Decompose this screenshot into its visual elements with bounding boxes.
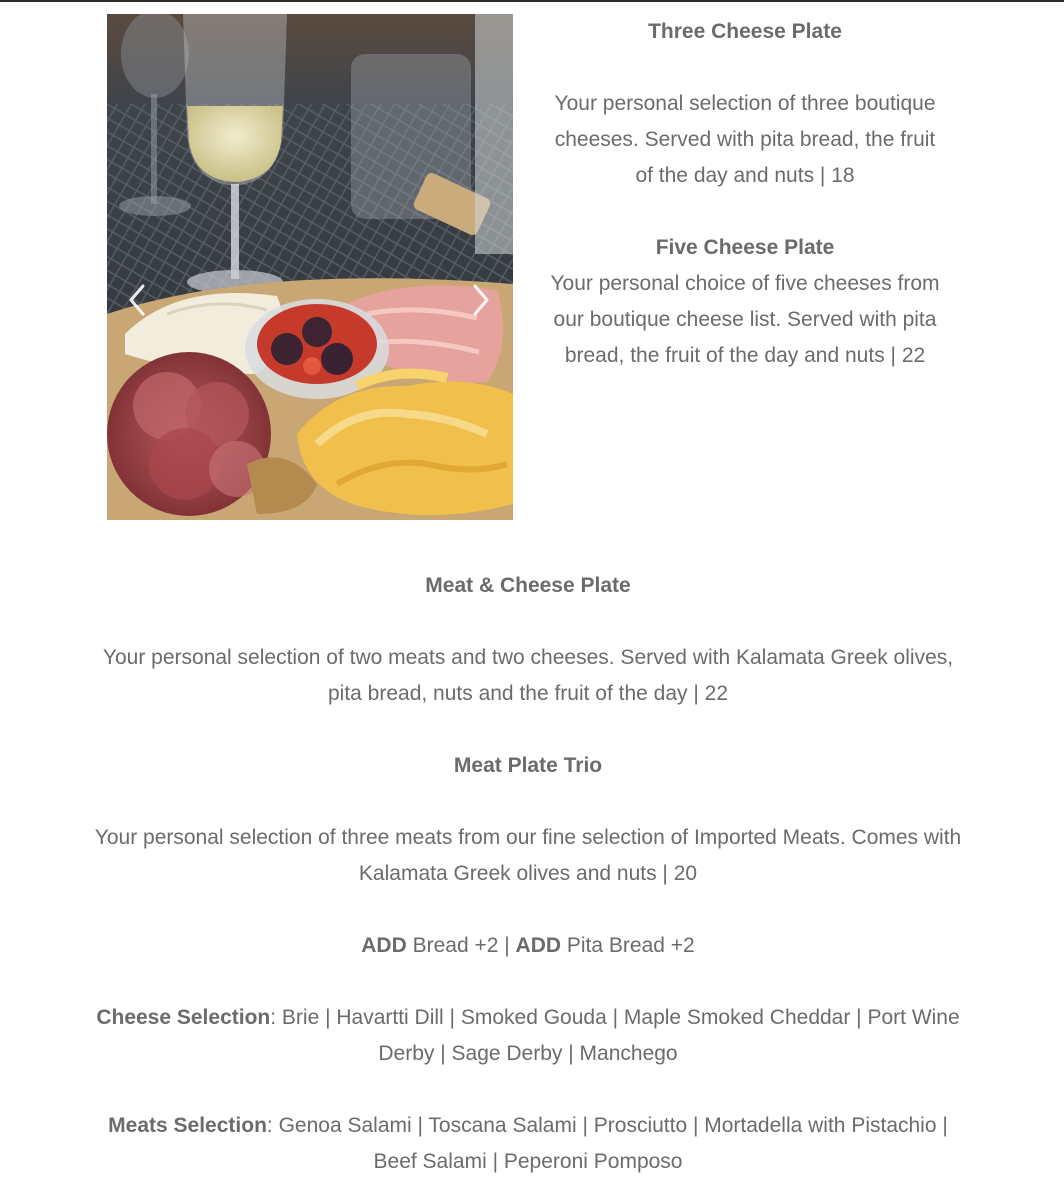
five-cheese-description: Your personal choice of five cheeses from our boutique cheese list. Served with pita bread, the fruit of the day and nuts | 22 [550,272,940,367]
meat-trio-title: Meat Plate Trio [453,754,603,777]
spacer [92,1072,964,1108]
cheese-selection-label: Cheese Selection [96,1006,271,1029]
menu-main-column [92,568,964,1180]
meat-trio-description: Your personal selection of three meats from our fine selection of Imported Meats. Comes with Kalamata Greek olives and nuts | 20 [94,826,962,885]
addon-bread-text: Bread +2 | [406,934,516,957]
top-divider [0,0,1064,2]
spacer [92,604,964,640]
spacer [92,964,964,1000]
chevron-right-icon [469,280,493,320]
carousel-next-button[interactable] [469,280,493,320]
spacer [545,194,945,230]
five-cheese-title: Five Cheese Plate [655,236,835,259]
spacer [92,892,964,928]
three-cheese-description: Your personal selection of three boutique cheeses. Served with pita bread, the fruit of the day and nuts | 18 [554,92,936,187]
photo-carousel[interactable] [107,14,513,520]
meat-cheese-title: Meat & Cheese Plate [425,574,631,597]
three-cheese-title: Three Cheese Plate [648,20,842,43]
chevron-left-icon [125,280,149,320]
spacer [92,712,964,748]
spacer [92,784,964,820]
cheese-selection-list: : Brie | Havartti Dill | Smoked Gouda | Maple Smoked Cheddar | Port Wine Derby | Sage Derby | Manchego [270,1006,960,1065]
meats-selection [92,1108,964,1180]
cheese-selection [92,1000,964,1072]
meat-cheese-description: Your personal selection of two meats and two cheeses. Served with Kalamata Greek olives, pita bread, nuts and the fruit of the day | 22 [102,646,954,705]
addons-line [92,928,964,964]
addon-pita-text: Pita Bread +2 [561,934,695,957]
spacer [545,50,945,86]
meats-selection-list: : Genoa Salami | Toscana Salami | Prosciutto | Mortadella with Pistachio | Beef Salami | Peperoni Pomposo [266,1114,948,1173]
charcuterie-photo [107,14,513,520]
addon-pita-label: ADD [515,934,562,957]
cheese-plates-column [545,14,945,374]
addon-bread-label: ADD [361,934,407,957]
carousel-prev-button[interactable] [125,280,149,320]
meats-selection-label: Meats Selection [108,1114,267,1137]
